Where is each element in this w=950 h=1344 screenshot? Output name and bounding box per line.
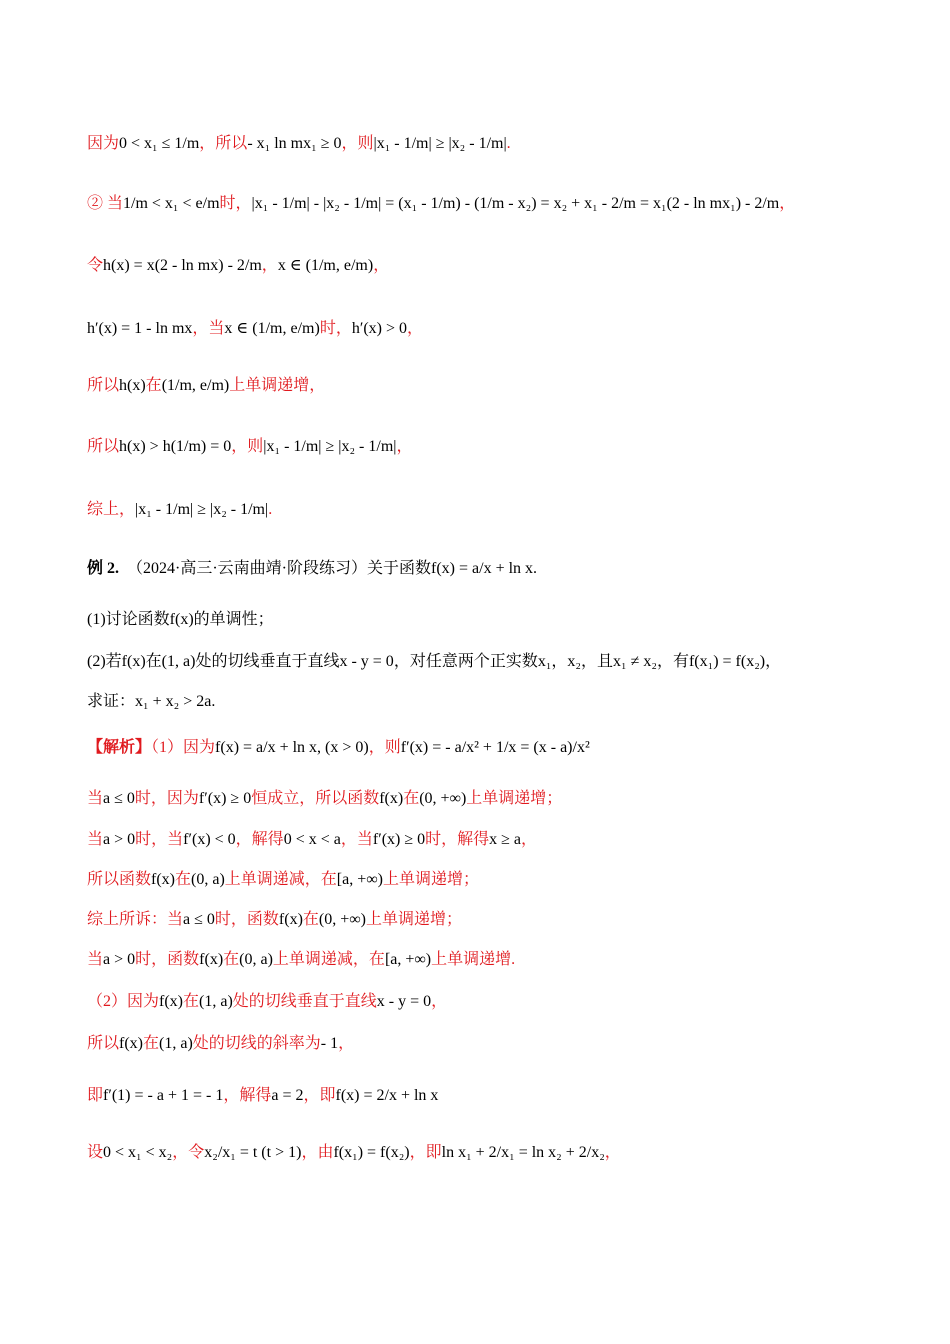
- inequality: f′(x) ≥ 0: [198, 790, 252, 807]
- text: ，: [407, 320, 424, 337]
- text: 上单调递减，在: [272, 951, 385, 968]
- inequality: 0 < x₁ < x₂: [103, 1144, 173, 1161]
- text: 处的切线的斜率为: [192, 1035, 321, 1052]
- text: ，解得: [223, 1087, 272, 1104]
- text: 在: [302, 911, 319, 928]
- number: - 1: [320, 1035, 339, 1052]
- inequality: a ≤ 0: [183, 911, 215, 928]
- interval: (1/m, e/m): [161, 377, 230, 394]
- inequality: f′(x) ≥ 0: [372, 831, 426, 848]
- text: 时，当: [135, 831, 184, 848]
- text: ，即: [303, 1087, 336, 1104]
- equation: h′(x) = 1 - ln mx: [87, 320, 193, 337]
- text: 处的切线垂直于直线: [195, 653, 340, 670]
- function: f(x) = 2/x + ln x: [335, 1087, 439, 1104]
- inequality: f′(x) < 0: [183, 831, 236, 848]
- function: f(x): [199, 951, 224, 968]
- inequality: x₁ + x₂ > 2a: [135, 693, 212, 710]
- analysis-line-10: [87, 1142, 890, 1164]
- derivative: f′(x) = - a/x² + 1/x = (x - a)/x²: [400, 739, 590, 756]
- text: 所以: [87, 1035, 120, 1052]
- text: ，: [338, 1035, 355, 1052]
- text: ，: [396, 438, 413, 455]
- solution-line-3: [87, 255, 890, 277]
- text: 时，: [219, 195, 252, 212]
- text: 时，因为: [134, 790, 199, 807]
- text: 综上，: [87, 501, 136, 518]
- equation: |x₁ - 1/m| - |x₂ - 1/m| = (x₁ - 1/m) - (1/m - x₂) = x₂ + x₁ - 2/m = x₁(2 - ln mx₁) - 2/m: [251, 195, 780, 212]
- text: .: [533, 560, 538, 577]
- analysis-line-8: [87, 1033, 890, 1055]
- text: (2)若: [87, 653, 122, 670]
- text: 上单调递减，在: [224, 871, 337, 888]
- text: 即: [87, 1087, 104, 1104]
- text: 时，函数: [135, 951, 200, 968]
- text: ，当: [340, 831, 373, 848]
- text: （1）因为: [151, 739, 216, 756]
- text: 所以: [87, 438, 120, 455]
- solution-line-5: [87, 375, 890, 397]
- question-1: [87, 609, 890, 631]
- text: 上单调递增，: [229, 377, 326, 394]
- text: ，当: [192, 320, 225, 337]
- text: ，: [779, 195, 796, 212]
- inequality: a > 0: [103, 831, 136, 848]
- inequality: h(x) > h(1/m) = 0: [119, 438, 232, 455]
- analysis-tag: 【解析】: [87, 739, 152, 756]
- variable: x₂: [567, 653, 581, 670]
- inequality: 1/m < x₁ < e/m: [123, 195, 220, 212]
- inequality: 0 < x < a: [283, 831, 341, 848]
- example-heading: [87, 558, 890, 580]
- function: f(x): [151, 871, 175, 888]
- point: (1, a): [159, 1035, 193, 1052]
- text: .: [506, 135, 511, 152]
- equation: a = 2: [271, 1087, 304, 1104]
- inequality: a > 0: [103, 951, 136, 968]
- inequality: x₁ ≠ x₂: [613, 653, 657, 670]
- text: ，所以: [199, 135, 248, 152]
- text: ，: [765, 653, 782, 670]
- text: ，则: [368, 739, 401, 756]
- text: 恒成立，所以函数: [251, 790, 380, 807]
- text: 所以: [87, 377, 120, 394]
- text: ，: [261, 257, 278, 274]
- function: f(x): [159, 993, 183, 1010]
- text: ，有: [656, 653, 689, 670]
- solution-line-6: [87, 436, 890, 458]
- analysis-line-7: [87, 991, 890, 1013]
- function: h(x): [119, 377, 146, 394]
- text: ，: [431, 993, 448, 1010]
- interval: [a, +∞): [384, 951, 432, 968]
- text: 在: [175, 871, 192, 888]
- text: （2）因为: [87, 993, 160, 1010]
- text: ，即: [409, 1144, 442, 1161]
- text: (1)讨论函数: [87, 611, 170, 628]
- substitution: x₂/x₁ = t (t > 1): [204, 1144, 302, 1161]
- text: 当: [87, 790, 104, 807]
- text: ，: [604, 1144, 621, 1161]
- text: 上单调递增；: [366, 911, 463, 928]
- text: 时，: [319, 320, 352, 337]
- text: 在: [143, 1035, 160, 1052]
- text: 在: [403, 790, 420, 807]
- inequality: h′(x) > 0: [351, 320, 408, 337]
- solution-line-2: [87, 193, 890, 215]
- text: .: [268, 501, 273, 518]
- text: 上单调递增.: [431, 951, 516, 968]
- inequality: 0 < x₁ ≤ 1/m: [119, 135, 200, 152]
- equation: x - y = 0: [376, 993, 432, 1010]
- text: 在: [223, 951, 240, 968]
- text: 上单调递增；: [466, 790, 563, 807]
- text: ② 当: [87, 195, 124, 212]
- text: ，: [373, 257, 390, 274]
- text: 时，解得: [425, 831, 490, 848]
- text: 在: [145, 377, 162, 394]
- equation: ln x₁ + 2/x₁ = ln x₂ + 2/x₂: [441, 1144, 605, 1161]
- example-source: （2024·高三·云南曲靖·阶段练习）关于函数: [127, 560, 432, 577]
- text: ，令: [172, 1144, 205, 1161]
- interval: x ∈ (1/m, e/m): [277, 257, 374, 274]
- inequality: |x₁ - 1/m| ≥ |x₂ - 1/m|: [373, 135, 507, 152]
- question-2: [87, 651, 890, 673]
- interval: [a, +∞): [336, 871, 383, 888]
- function: f(x): [121, 653, 146, 670]
- text: 所以函数: [87, 871, 152, 888]
- text: 令: [87, 257, 104, 274]
- text: 处的切线垂直于直线: [232, 993, 377, 1010]
- analysis-line-4: [87, 869, 890, 891]
- analysis-line-3: [87, 829, 890, 851]
- equation: x - y = 0: [339, 653, 394, 670]
- interval: (0, +∞): [419, 790, 467, 807]
- equation: h(x) = x(2 - ln mx) - 2/m: [103, 257, 262, 274]
- equation: f′(1) = - a + 1 = - 1: [103, 1087, 224, 1104]
- analysis-line-6: [87, 949, 890, 971]
- inequality: a ≤ 0: [103, 790, 135, 807]
- inequality: |x₁ - 1/m| ≥ |x₂ - 1/m|: [135, 501, 269, 518]
- inequality: - x₁ ln mx₁ ≥ 0: [247, 135, 342, 152]
- interval: (0, a): [239, 951, 273, 968]
- function: f(x): [169, 611, 194, 628]
- text: 在: [145, 653, 162, 670]
- text: 求证：: [87, 693, 136, 710]
- interval: (0, a): [191, 871, 225, 888]
- analysis-line-9: [87, 1085, 890, 1107]
- text: ，则: [231, 438, 264, 455]
- equation: f(x₁) = f(x₂): [688, 653, 766, 670]
- inequality: |x₁ - 1/m| ≥ |x₂ - 1/m|: [263, 438, 397, 455]
- example-label: 例 2.: [87, 560, 120, 577]
- variable: x₁: [537, 653, 552, 670]
- text: 上单调递增；: [382, 871, 479, 888]
- interval: x ∈ (1/m, e/m): [224, 320, 320, 337]
- function: f(x) = a/x + ln x, (x > 0): [215, 739, 369, 756]
- analysis-line-2: [87, 788, 890, 810]
- text: ，且: [581, 653, 614, 670]
- inequality: x ≥ a: [489, 831, 522, 848]
- text: 时，函数: [214, 911, 279, 928]
- text: ，: [521, 831, 538, 848]
- text: 设: [87, 1144, 104, 1161]
- interval: (0, +∞): [318, 911, 367, 928]
- text: ，由: [301, 1144, 334, 1161]
- text: 当: [87, 951, 104, 968]
- text: ，对任意两个正实数: [393, 653, 538, 670]
- function: f(x) = a/x + ln x: [431, 560, 534, 577]
- text: 的单调性；: [193, 611, 274, 628]
- function: f(x): [119, 1035, 143, 1052]
- point: (1, a): [199, 993, 233, 1010]
- point: (1, a): [161, 653, 196, 670]
- function: f(x): [278, 911, 303, 928]
- text: 当: [87, 831, 104, 848]
- text: ，: [551, 653, 568, 670]
- text: ，解得: [235, 831, 284, 848]
- analysis-line-1: [87, 737, 890, 759]
- text: ，则: [341, 135, 374, 152]
- text: .: [211, 693, 216, 710]
- solution-line-4: [87, 318, 890, 340]
- function: f(x): [379, 790, 404, 807]
- question-2-prove: [87, 691, 890, 713]
- text: 综上所诉：当: [87, 911, 184, 928]
- text: 因为: [87, 135, 120, 152]
- analysis-line-5: [87, 909, 890, 931]
- equation: f(x₁) = f(x₂): [333, 1144, 410, 1161]
- text: 在: [183, 993, 200, 1010]
- solution-line-1: [87, 133, 890, 155]
- solution-line-7: [87, 499, 890, 521]
